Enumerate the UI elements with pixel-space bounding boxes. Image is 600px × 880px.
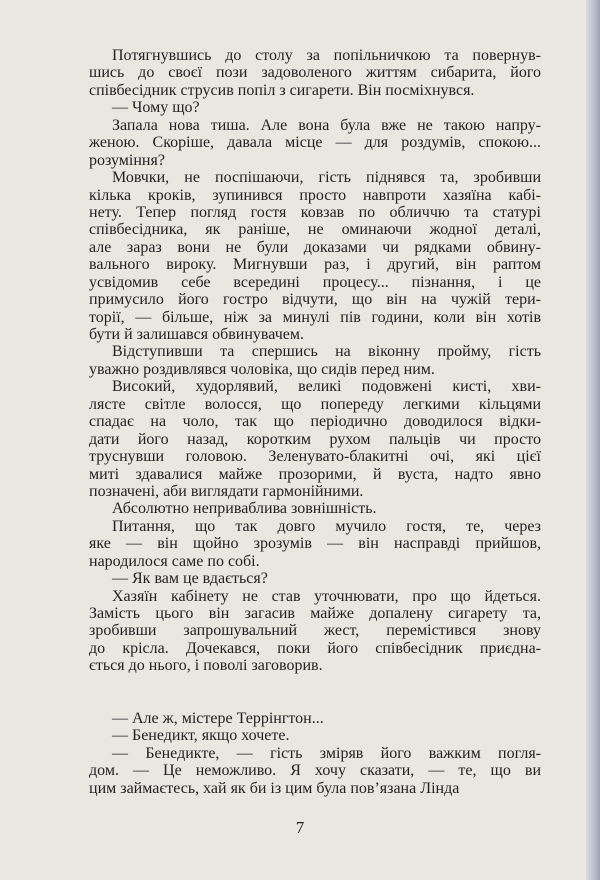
text-line: Замість цього він загасив майже допалену сигарету та,: [89, 605, 541, 622]
paragraph: [89, 570, 541, 587]
text-line: нету. Тепер погляд гостя ковзав по обличчю та статурі: [89, 203, 541, 221]
text-line: Запала нова тиша. Але вона була вже не такою напру-: [112, 116, 541, 134]
text-line: Абсолютно неприваблива зовнішність.: [112, 500, 377, 518]
paragraph: [89, 117, 541, 169]
text-line: Високий, худорлявий, великі подовжені кисті, хви-: [112, 378, 541, 396]
text-line: народилося саме по собі.: [89, 552, 260, 570]
text-line: лясте світле волосся, що попереду легкими кільцями: [89, 395, 541, 413]
text-line: Відступивши та спершись на віконну пройму, гість: [112, 343, 541, 361]
text-line: співбесідник струсив попіл з сигарети. Він посміхнувся.: [89, 81, 475, 99]
book-text: [89, 47, 541, 797]
text-line: — Бенедикте, — гість зміряв його важким погля-: [112, 744, 541, 762]
text-line: женою. Скоріше, давала місце — для роздумів, спокою...: [89, 134, 541, 152]
paragraph: [89, 710, 541, 727]
text-line: бути й залишався обвинувачем.: [89, 326, 304, 343]
text-line: Потягнувшись до столу за попільничкою та повернув-: [112, 47, 541, 64]
text-line: Питання, що так довго мучило гостя, те, через: [112, 517, 541, 535]
text-line: спадає на чоло, так що періодично доводилося відки-: [89, 413, 541, 431]
text-line: яке — він щойно зрозумів — він насправді прийшов,: [89, 535, 541, 553]
text-line: усвідомив себе всередині процесу... пізнання, і це: [89, 273, 541, 291]
section-break: [89, 675, 541, 710]
page-edge: [586, 0, 600, 880]
paragraph: [89, 99, 541, 116]
text-line: — Бенедикт, якщо хочете.: [112, 727, 290, 745]
paragraph: [89, 378, 541, 500]
text-line: — Але ж, містере Террінгтон...: [112, 709, 324, 727]
paragraph: [89, 343, 541, 378]
text-line: ється до нього, і поволі заговорив.: [89, 657, 323, 675]
page-number: 7: [295, 818, 305, 837]
text-line: труснувши головою. Зеленувато-блакитні очі, які цієї: [89, 448, 541, 466]
paragraph: [89, 518, 541, 570]
paragraph: [89, 588, 541, 675]
text-line: дом. — Це неможливо. Я хочу сказати, — те, що ви: [89, 762, 541, 780]
text-line: шись до своєї пози задоволеного життям сибарита, його: [89, 64, 541, 82]
text-line: дати його назад, коротким рухом пальців чи просто: [89, 430, 541, 448]
text-line: кілька кроків, зупинився просто навпроти хазяїна кабі-: [89, 186, 541, 204]
paragraph: [89, 745, 541, 797]
text-line: Хазяїн кабінету не став уточнювати, про що йдеться.: [112, 587, 541, 605]
text-line: позначені, аби виглядати гармонійними.: [89, 482, 364, 500]
paragraph: [89, 169, 541, 343]
paragraph: [89, 500, 541, 517]
text-line: зробивши запрошувальний жест, перемістився знову: [89, 622, 541, 640]
text-line: розуміння?: [89, 151, 165, 169]
text-line: Мовчки, не поспішаючи, гість піднявся та, зробивши: [112, 169, 541, 187]
text-section-top: [89, 47, 541, 675]
text-section-bottom: [89, 710, 541, 797]
paragraph: [89, 47, 541, 99]
paragraph: [89, 727, 541, 744]
text-line: але зараз вони не були доказами чи рядками обвину-: [89, 238, 541, 256]
text-line: співбесідника, як раніше, не оминаючи жодної деталі,: [89, 221, 541, 239]
text-line: торії, — більше, ніж за минулі пів години, коли він хотів: [89, 308, 541, 326]
text-line: цим займаєтесь, хай як би із цим була пов’язана Лінда: [89, 779, 460, 797]
text-line: вального вироку. Мигнувши раз, і другий, він раптом: [89, 256, 541, 274]
text-line: уважно роздивлявся чоловіка, що сидів перед ним.: [89, 360, 435, 378]
text-line: до крісла. Дочекався, поки його співбесідник приєдна-: [89, 639, 541, 657]
text-line: — Чому що?: [112, 99, 200, 117]
text-line: миті здавалися майже прозорими, й вуста, надто явно: [89, 465, 541, 483]
text-line: — Як вам це вдається?: [112, 570, 268, 588]
text-line: примусило його гостро відчути, що він на чужій тери-: [89, 291, 541, 309]
